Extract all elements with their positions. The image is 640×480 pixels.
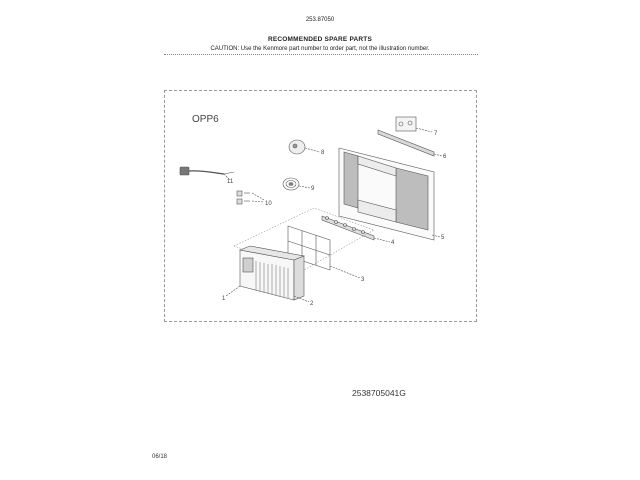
callout-9: 9 bbox=[311, 186, 315, 192]
callout-6: 6 bbox=[443, 154, 447, 160]
callout-5: 5 bbox=[441, 235, 445, 241]
caution-text: CAUTION: Use the Kenmore part number to order part, not the illustration number. bbox=[210, 46, 430, 52]
part-5-side-panels bbox=[339, 148, 440, 240]
revision-date: 06/18 bbox=[152, 454, 168, 460]
callout-4: 4 bbox=[391, 240, 395, 246]
callout-7: 7 bbox=[434, 131, 438, 137]
callout-1: 1 bbox=[222, 296, 226, 302]
callout-2: 2 bbox=[310, 301, 314, 307]
part-9-coil bbox=[283, 178, 310, 190]
part-6-top-rail bbox=[378, 130, 442, 156]
part-8-knob bbox=[289, 140, 320, 154]
part-1-front-panel bbox=[226, 246, 309, 302]
page-title: RECOMMENDED SPARE PARTS bbox=[267, 36, 373, 43]
model-number: 253.87050 bbox=[305, 17, 335, 23]
reference-code: 2538705041G bbox=[352, 388, 406, 398]
header-divider bbox=[164, 54, 478, 55]
exploded-parts-diagram bbox=[164, 90, 477, 322]
part-7-brackets bbox=[396, 117, 432, 132]
part-10-fittings bbox=[237, 191, 264, 204]
callout-10: 10 bbox=[265, 201, 272, 207]
diagram-tag: OPP6 bbox=[192, 114, 219, 125]
part-11-power-cord bbox=[180, 167, 234, 180]
callout-8: 8 bbox=[321, 150, 325, 156]
callout-11: 11 bbox=[227, 179, 234, 185]
callout-3: 3 bbox=[361, 277, 365, 283]
